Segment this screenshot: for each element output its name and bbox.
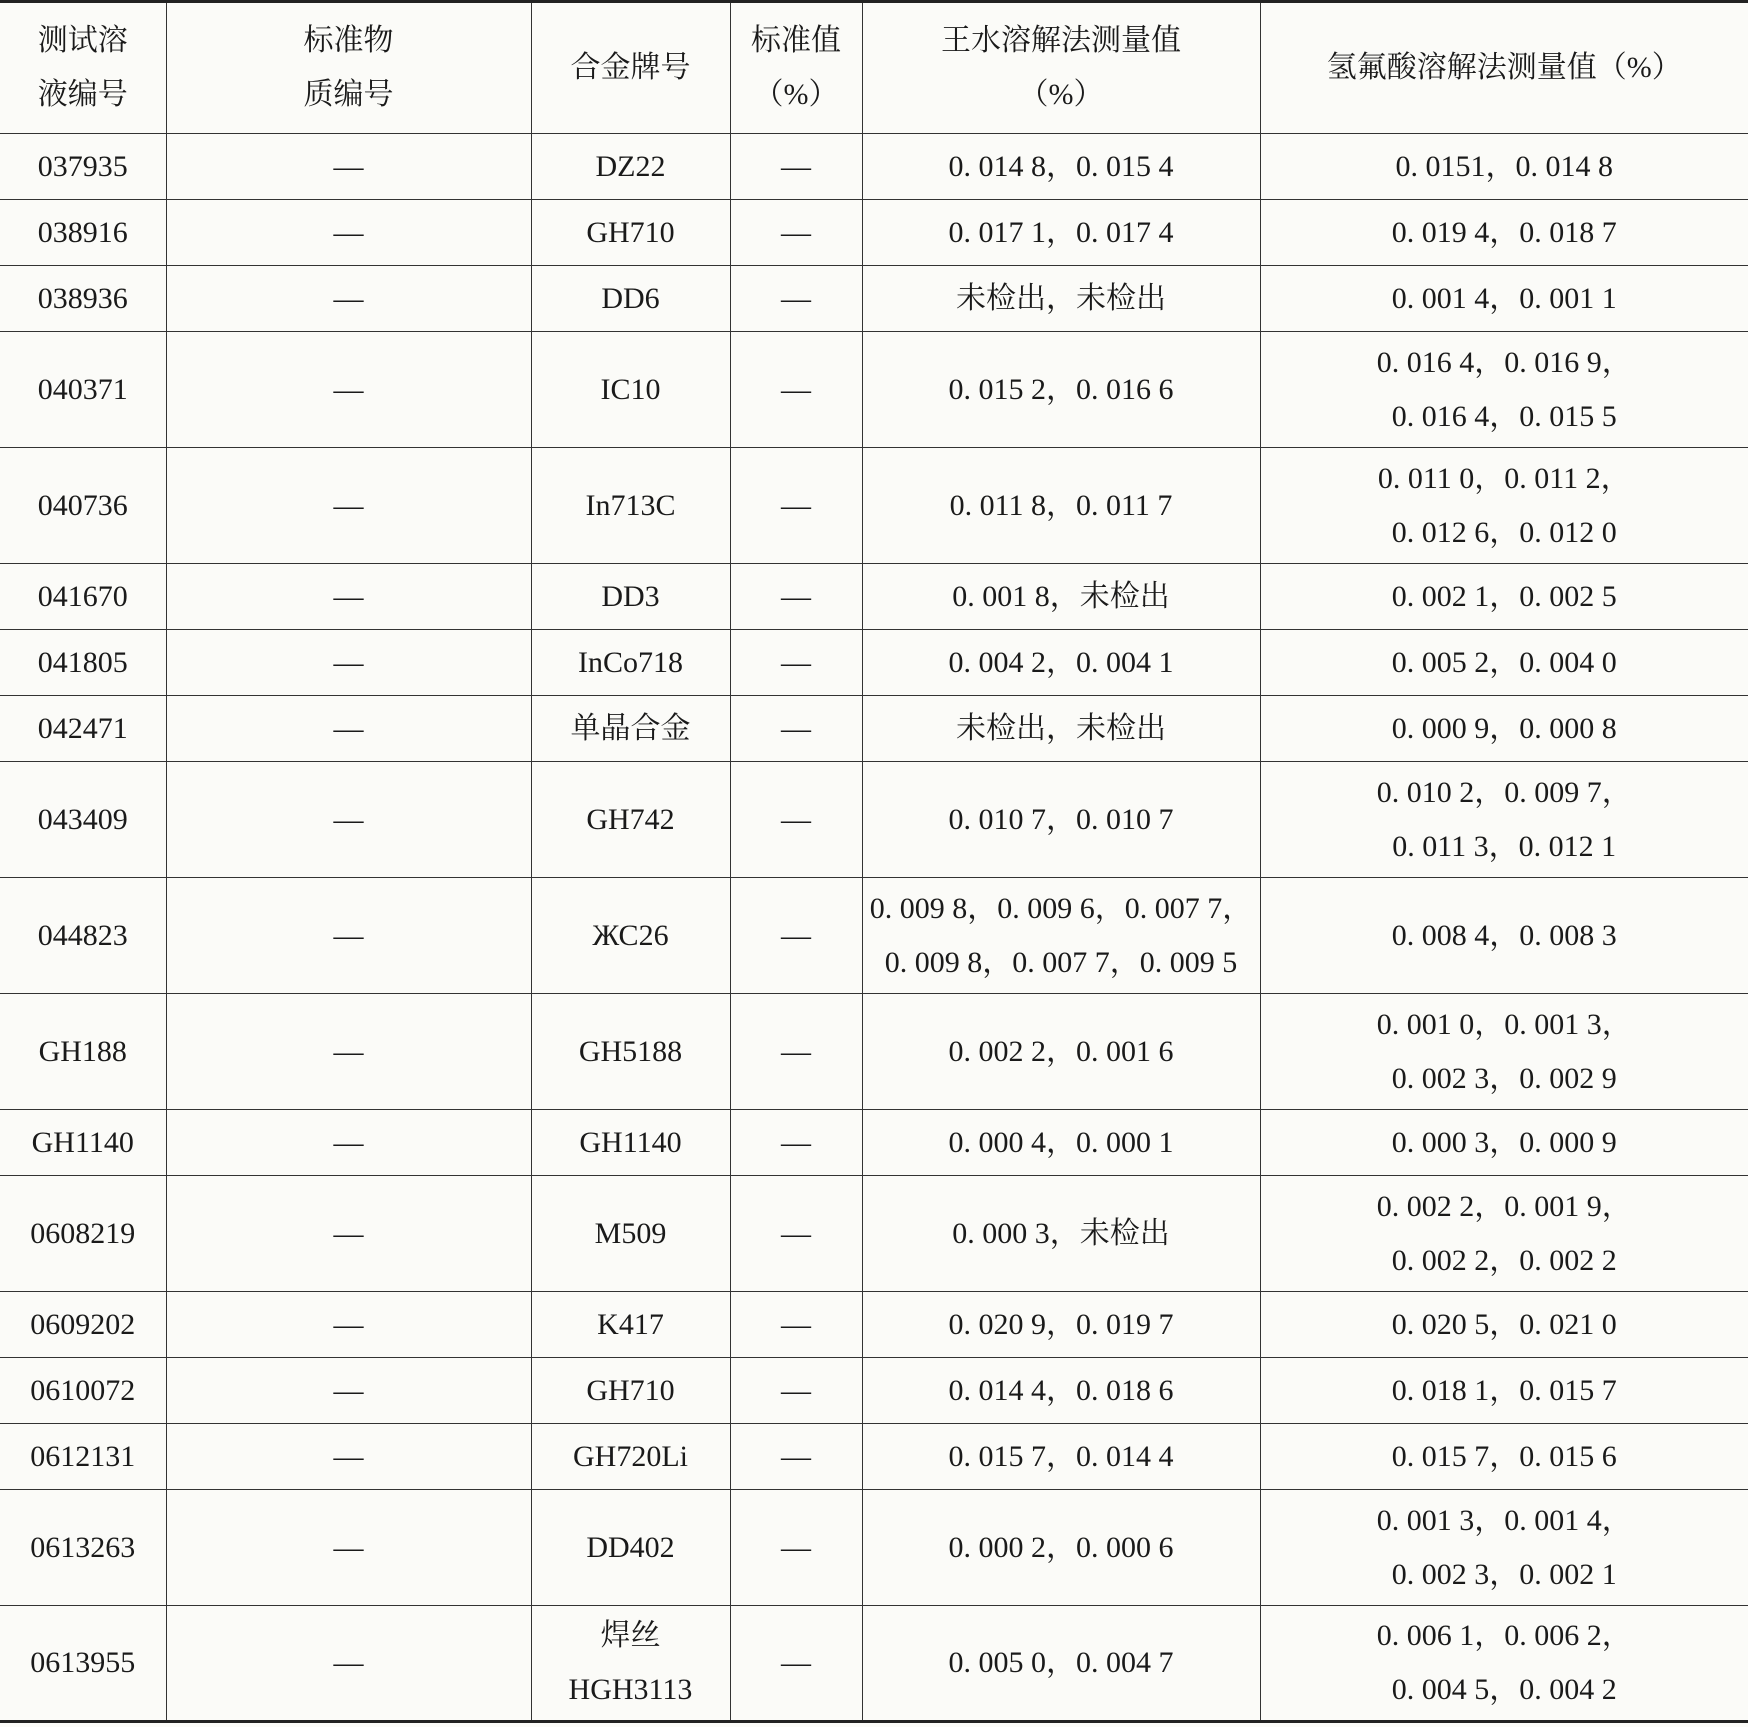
cell-alloy-grade-line: GH710 — [586, 1373, 675, 1407]
cell-standard-value-line: — — [781, 645, 811, 679]
cell-aqua-regia-value — [862, 696, 1260, 762]
cell-standard-material-id — [166, 134, 531, 200]
cell-standard-material-id — [166, 630, 531, 696]
cell-standard-material-id — [166, 878, 531, 994]
header-aqua-regia-value: 王水溶解法测量值 （%） — [862, 2, 1260, 134]
cell-solution-id-line: GH1140 — [31, 1125, 134, 1159]
cell-solution-id — [0, 1606, 166, 1722]
cell-aqua-regia-value — [862, 266, 1260, 332]
cell-standard-material-id-line: — — [333, 372, 364, 406]
cell-standard-material-id-line: — — [333, 149, 364, 183]
cell-alloy-grade-line: HGH3113 — [568, 1673, 693, 1706]
cell-alloy-grade — [531, 1176, 730, 1292]
header-solution-id: 测试溶 液编号 — [0, 2, 166, 134]
cell-standard-material-id — [166, 1110, 531, 1176]
cell-solution-id — [0, 630, 166, 696]
cell-hf-value — [1260, 1176, 1748, 1292]
cell-solution-id — [0, 696, 166, 762]
cell-hf-value-line: 0. 002 3，0. 002 9 — [1391, 1061, 1617, 1095]
cell-aqua-regia-value-line: 0. 000 4，0. 000 1 — [948, 1125, 1174, 1159]
cell-standard-material-id-line: — — [333, 488, 364, 522]
cell-standard-value — [730, 1424, 862, 1490]
cell-alloy-grade — [531, 878, 730, 994]
table-row — [0, 762, 1748, 878]
cell-solution-id — [0, 1110, 166, 1176]
table-row — [0, 134, 1748, 200]
cell-alloy-grade — [531, 1424, 730, 1490]
cell-standard-material-id — [166, 994, 531, 1110]
cell-aqua-regia-value-line: 0. 011 8，0. 011 7 — [949, 488, 1173, 522]
cell-standard-material-id-line: — — [333, 1439, 364, 1473]
cell-aqua-regia-value-line: 0. 020 9，0. 019 7 — [948, 1307, 1174, 1341]
cell-standard-value-line: — — [781, 918, 811, 952]
cell-aqua-regia-value-line: 0. 002 2，0. 001 6 — [948, 1034, 1174, 1068]
cell-alloy-grade-line: 单晶合金 — [570, 711, 691, 745]
cell-hf-value-line: 0. 016 4，0. 016 9， — [1376, 345, 1632, 379]
cell-solution-id-line: 0608219 — [30, 1216, 136, 1250]
cell-standard-value-line: — — [781, 149, 811, 183]
cell-aqua-regia-value-line: 未检出，未检出 — [956, 711, 1166, 745]
table-header — [0, 2, 1748, 134]
cell-alloy-grade-line: In713C — [585, 488, 676, 522]
cell-standard-material-id — [166, 696, 531, 762]
cell-alloy-grade-line: M509 — [594, 1216, 667, 1250]
cell-standard-value — [730, 1176, 862, 1292]
cell-solution-id — [0, 1424, 166, 1490]
cell-alloy-grade-line: DD6 — [601, 281, 660, 315]
cell-aqua-regia-value — [862, 1292, 1260, 1358]
cell-standard-material-id — [166, 564, 531, 630]
cell-hf-value — [1260, 1606, 1748, 1722]
cell-alloy-grade — [531, 696, 730, 762]
cell-alloy-grade — [531, 994, 730, 1110]
cell-alloy-grade-line: GH742 — [586, 802, 675, 836]
cell-solution-id-line: 041805 — [37, 645, 128, 679]
cell-standard-value — [730, 266, 862, 332]
cell-hf-value-line: 0. 002 2，0. 002 2 — [1391, 1243, 1617, 1277]
cell-hf-value-line: 0. 016 4，0. 015 5 — [1391, 399, 1617, 433]
table-row — [0, 994, 1748, 1110]
cell-standard-value-line: — — [781, 1646, 811, 1679]
cell-standard-value-line: — — [781, 372, 811, 406]
cell-alloy-grade — [531, 1110, 730, 1176]
cell-hf-value-line: 0. 004 5，0. 004 2 — [1391, 1673, 1617, 1706]
cell-standard-material-id-line: — — [333, 1646, 364, 1679]
cell-standard-value-line: — — [781, 1373, 811, 1407]
cell-hf-value — [1260, 1490, 1748, 1606]
cell-solution-id-line: 038936 — [37, 281, 128, 315]
cell-hf-value-line: 0. 002 2，0. 001 9， — [1376, 1189, 1632, 1223]
cell-aqua-regia-value — [862, 1606, 1260, 1722]
table-row — [0, 630, 1748, 696]
cell-standard-material-id — [166, 1176, 531, 1292]
cell-hf-value — [1260, 630, 1748, 696]
cell-hf-value-line: 0. 006 1，0. 006 2， — [1376, 1619, 1632, 1652]
cell-standard-material-id — [166, 1424, 531, 1490]
cell-standard-value — [730, 696, 862, 762]
cell-hf-value-line: 0. 000 3，0. 000 9 — [1391, 1125, 1617, 1159]
cell-standard-value — [730, 1110, 862, 1176]
cell-aqua-regia-value-line: 0. 014 8，0. 015 4 — [948, 149, 1174, 183]
cell-alloy-grade-line: IC10 — [600, 372, 661, 406]
cell-solution-id — [0, 448, 166, 564]
cell-aqua-regia-value-line: 0. 009 8，0. 007 7，0. 009 5 — [884, 945, 1238, 979]
cell-solution-id-line: 040371 — [37, 372, 128, 406]
cell-standard-material-id — [166, 1606, 531, 1722]
cell-solution-id-line: 040736 — [37, 488, 128, 522]
cell-standard-value — [730, 448, 862, 564]
cell-aqua-regia-value — [862, 448, 1260, 564]
cell-aqua-regia-value-line: 0. 017 1，0. 017 4 — [948, 215, 1174, 249]
cell-hf-value-line: 0. 010 2，0. 009 7， — [1376, 775, 1632, 809]
table-body — [0, 134, 1748, 1722]
cell-standard-material-id — [166, 1292, 531, 1358]
table-row — [0, 1292, 1748, 1358]
cell-aqua-regia-value-line: 0. 001 8，未检出 — [952, 579, 1170, 613]
cell-alloy-grade-line: DZ22 — [595, 149, 666, 183]
cell-alloy-grade-line: GH720Li — [573, 1439, 688, 1473]
table-row — [0, 266, 1748, 332]
cell-standard-material-id-line: — — [333, 918, 364, 952]
cell-standard-material-id-line: — — [333, 215, 364, 249]
cell-aqua-regia-value — [862, 762, 1260, 878]
cell-solution-id-line: 0613263 — [30, 1530, 136, 1564]
cell-solution-id-line: 0613955 — [30, 1646, 136, 1679]
cell-alloy-grade — [531, 448, 730, 564]
cell-aqua-regia-value — [862, 134, 1260, 200]
cell-aqua-regia-value-line: 0. 010 7，0. 010 7 — [948, 802, 1174, 836]
cell-alloy-grade — [531, 1606, 730, 1722]
cell-standard-value-line: — — [781, 281, 811, 315]
cell-solution-id-line: 044823 — [37, 918, 128, 952]
header-row — [0, 2, 1748, 134]
cell-hf-value — [1260, 994, 1748, 1110]
table-row — [0, 448, 1748, 564]
cell-standard-material-id-line: — — [333, 1034, 364, 1068]
cell-aqua-regia-value — [862, 630, 1260, 696]
cell-standard-value — [730, 332, 862, 448]
cell-standard-value — [730, 564, 862, 630]
cell-aqua-regia-value — [862, 564, 1260, 630]
cell-solution-id — [0, 200, 166, 266]
cell-solution-id-line: 0610072 — [30, 1373, 136, 1407]
cell-hf-value — [1260, 696, 1748, 762]
header-hf-value: 氢氟酸溶解法测量值（%） — [1260, 2, 1748, 134]
cell-hf-value-line: 0. 012 6，0. 012 0 — [1391, 515, 1617, 549]
table-row — [0, 1176, 1748, 1292]
cell-alloy-grade — [531, 266, 730, 332]
cell-standard-value — [730, 762, 862, 878]
cell-aqua-regia-value — [862, 1490, 1260, 1606]
cell-solution-id-line: 037935 — [37, 149, 128, 183]
table-row — [0, 200, 1748, 266]
cell-solution-id-line: 043409 — [37, 802, 128, 836]
cell-standard-material-id — [166, 332, 531, 448]
cell-hf-value — [1260, 200, 1748, 266]
cell-aqua-regia-value — [862, 332, 1260, 448]
cell-standard-material-id-line: — — [333, 1373, 364, 1407]
cell-alloy-grade-line: ЖС26 — [592, 918, 669, 952]
header-standard-value: 标准值 （%） — [730, 2, 862, 134]
cell-standard-value — [730, 878, 862, 994]
cell-hf-value-line: 0. 0151，0. 014 8 — [1395, 149, 1613, 183]
cell-standard-value — [730, 1606, 862, 1722]
cell-alloy-grade — [531, 332, 730, 448]
cell-standard-value — [730, 630, 862, 696]
table-row — [0, 1424, 1748, 1490]
cell-alloy-grade — [531, 134, 730, 200]
cell-standard-value — [730, 200, 862, 266]
cell-alloy-grade — [531, 1358, 730, 1424]
cell-aqua-regia-value-line: 0. 004 2，0. 004 1 — [948, 645, 1174, 679]
table-row — [0, 878, 1748, 994]
cell-aqua-regia-value-line: 0. 015 7，0. 014 4 — [948, 1439, 1174, 1473]
cell-alloy-grade — [531, 200, 730, 266]
cell-aqua-regia-value-line: 0. 000 2，0. 000 6 — [948, 1530, 1174, 1564]
cell-standard-value-line: — — [781, 1439, 811, 1473]
cell-standard-material-id-line: — — [333, 579, 364, 613]
cell-aqua-regia-value — [862, 1358, 1260, 1424]
cell-hf-value-line: 0. 011 3，0. 012 1 — [1392, 829, 1617, 863]
cell-standard-material-id — [166, 200, 531, 266]
cell-solution-id — [0, 1358, 166, 1424]
cell-solution-id-line: 0609202 — [30, 1307, 136, 1341]
cell-solution-id-line: GH188 — [38, 1034, 127, 1068]
cell-hf-value — [1260, 332, 1748, 448]
cell-hf-value — [1260, 1358, 1748, 1424]
cell-standard-material-id-line: — — [333, 645, 364, 679]
table-row — [0, 332, 1748, 448]
table-row — [0, 696, 1748, 762]
cell-solution-id-line: 041670 — [37, 579, 128, 613]
cell-standard-value — [730, 1292, 862, 1358]
cell-standard-value-line: — — [781, 488, 811, 522]
cell-solution-id-line: 038916 — [37, 215, 128, 249]
cell-solution-id-line: 0612131 — [30, 1439, 136, 1473]
cell-standard-value-line: — — [781, 1125, 811, 1159]
cell-solution-id — [0, 1176, 166, 1292]
cell-alloy-grade — [531, 762, 730, 878]
cell-standard-material-id-line: — — [333, 1216, 364, 1250]
cell-aqua-regia-value-line: 0. 005 0，0. 004 7 — [948, 1646, 1174, 1679]
cell-alloy-grade-line: DD402 — [586, 1530, 675, 1564]
cell-standard-material-id-line: — — [333, 1530, 364, 1564]
cell-aqua-regia-value — [862, 1176, 1260, 1292]
cell-hf-value-line: 0. 001 0，0. 001 3， — [1376, 1007, 1632, 1041]
cell-hf-value — [1260, 266, 1748, 332]
cell-alloy-grade-line: K417 — [597, 1307, 664, 1341]
cell-standard-value-line: — — [781, 1530, 811, 1564]
cell-standard-material-id — [166, 448, 531, 564]
cell-standard-material-id-line: — — [333, 1125, 364, 1159]
cell-solution-id — [0, 134, 166, 200]
cell-aqua-regia-value — [862, 994, 1260, 1110]
cell-hf-value-line: 0. 020 5，0. 021 0 — [1391, 1307, 1617, 1341]
cell-solution-id — [0, 1292, 166, 1358]
cell-solution-id-line: 042471 — [37, 711, 128, 745]
cell-solution-id — [0, 266, 166, 332]
cell-standard-value-line: — — [781, 579, 811, 613]
cell-hf-value — [1260, 1292, 1748, 1358]
cell-hf-value-line: 0. 019 4，0. 018 7 — [1391, 215, 1617, 249]
cell-solution-id — [0, 762, 166, 878]
cell-aqua-regia-value-line: 0. 014 4，0. 018 6 — [948, 1373, 1174, 1407]
cell-solution-id — [0, 564, 166, 630]
cell-alloy-grade-line: InCo718 — [578, 645, 683, 679]
cell-hf-value — [1260, 878, 1748, 994]
cell-standard-value-line: — — [781, 802, 811, 836]
cell-alloy-grade-line: GH1140 — [579, 1125, 682, 1159]
cell-standard-value — [730, 994, 862, 1110]
cell-hf-value — [1260, 1110, 1748, 1176]
cell-hf-value-line: 0. 018 1，0. 015 7 — [1391, 1373, 1617, 1407]
cell-hf-value — [1260, 564, 1748, 630]
cell-standard-value-line: — — [781, 1307, 811, 1341]
cell-standard-material-id — [166, 762, 531, 878]
cell-hf-value-line: 0. 002 3，0. 002 1 — [1391, 1557, 1617, 1591]
cell-aqua-regia-value — [862, 1424, 1260, 1490]
cell-standard-material-id-line: — — [333, 802, 364, 836]
table-row — [0, 1606, 1748, 1722]
cell-standard-material-id — [166, 1358, 531, 1424]
cell-standard-value-line: — — [781, 215, 811, 249]
cell-standard-value — [730, 1358, 862, 1424]
cell-aqua-regia-value — [862, 878, 1260, 994]
cell-standard-material-id — [166, 1490, 531, 1606]
cell-standard-value — [730, 134, 862, 200]
cell-standard-material-id-line: — — [333, 1307, 364, 1341]
cell-hf-value-line: 0. 005 2，0. 004 0 — [1391, 645, 1617, 679]
cell-hf-value-line: 0. 002 1，0. 002 5 — [1391, 579, 1617, 613]
header-standard-material-id: 标准物 质编号 — [166, 2, 531, 134]
table-row — [0, 1110, 1748, 1176]
cell-aqua-regia-value — [862, 200, 1260, 266]
cell-hf-value-line: 0. 015 7，0. 015 6 — [1391, 1439, 1617, 1473]
cell-standard-value-line: — — [781, 1034, 811, 1068]
cell-aqua-regia-value-line: 未检出，未检出 — [956, 281, 1166, 315]
cell-hf-value — [1260, 762, 1748, 878]
cell-aqua-regia-value-line: 0. 000 3，未检出 — [952, 1216, 1170, 1250]
cell-solution-id — [0, 994, 166, 1110]
cell-aqua-regia-value-line: 0. 015 2，0. 016 6 — [948, 372, 1174, 406]
table-row — [0, 564, 1748, 630]
cell-hf-value-line: 0. 008 4，0. 008 3 — [1391, 918, 1617, 952]
cell-standard-value — [730, 1490, 862, 1606]
cell-standard-material-id-line: — — [333, 711, 364, 745]
cell-alloy-grade — [531, 630, 730, 696]
cell-alloy-grade-line: GH5188 — [578, 1034, 683, 1068]
table-row — [0, 1490, 1748, 1606]
cell-alloy-grade-line: GH710 — [586, 215, 675, 249]
cell-alloy-grade — [531, 1292, 730, 1358]
cell-aqua-regia-value-line: 0. 009 8，0. 009 6，0. 007 7， — [869, 891, 1253, 925]
cell-standard-material-id — [166, 266, 531, 332]
cell-solution-id — [0, 878, 166, 994]
cell-alloy-grade-line: 焊丝 — [600, 1619, 661, 1652]
cell-standard-material-id-line: — — [333, 281, 364, 315]
cell-hf-value — [1260, 1424, 1748, 1490]
table-row — [0, 1358, 1748, 1424]
header-alloy-grade: 合金牌号 — [531, 2, 730, 134]
cell-solution-id — [0, 1490, 166, 1606]
cell-hf-value — [1260, 448, 1748, 564]
cell-alloy-grade — [531, 1490, 730, 1606]
cell-solution-id — [0, 332, 166, 448]
cell-standard-value-line: — — [781, 711, 811, 745]
cell-standard-value-line: — — [781, 1216, 811, 1250]
cell-alloy-grade-line: DD3 — [601, 579, 660, 613]
cell-hf-value-line: 0. 001 3，0. 001 4， — [1376, 1503, 1632, 1537]
cell-alloy-grade — [531, 564, 730, 630]
cell-hf-value-line: 0. 011 0，0. 011 2， — [1377, 461, 1631, 495]
cell-hf-value-line: 0. 000 9，0. 000 8 — [1391, 711, 1617, 745]
cell-hf-value — [1260, 134, 1748, 200]
cell-aqua-regia-value — [862, 1110, 1260, 1176]
cell-hf-value-line: 0. 001 4，0. 001 1 — [1391, 281, 1617, 315]
